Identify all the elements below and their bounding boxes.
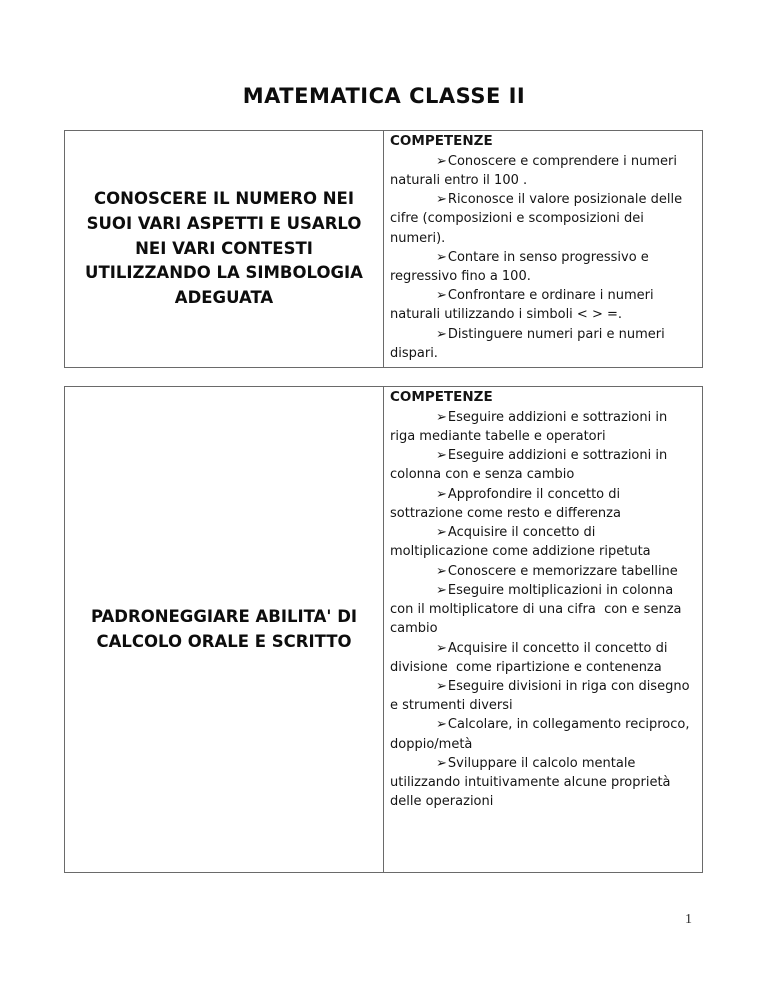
arrow-bullet-icon: ➢ [436, 326, 447, 342]
page-number: 1 [685, 912, 692, 927]
competences-header: COMPETENZE [390, 133, 493, 149]
arrow-bullet-icon: ➢ [436, 249, 447, 265]
competence-item-text: Riconosce il valore posizionale delle cifre (composizioni e scomposizioni dei numeri). [390, 192, 687, 246]
competence-item-text: Calcolare, in collegamento reciproco, doppio/metà [390, 717, 694, 752]
competence-item [390, 485, 696, 523]
competence-item-text: Approfondire il concetto di sottrazione come resto e differenza [390, 486, 625, 521]
competence-item [390, 639, 696, 677]
competence-item-text: Conoscere e memorizzare tabelline [447, 563, 678, 579]
competence-item-text: Acquisire il concetto di moltiplicazione come addizione ripetuta [390, 525, 651, 560]
arrow-bullet-icon: ➢ [436, 486, 447, 502]
competence-item-text: Eseguire moltiplicazioni in colonna con il moltiplicatore di una cifra con e senza cambio [390, 582, 686, 637]
arrow-bullet-icon: ➢ [436, 153, 447, 169]
competence-item [390, 286, 696, 324]
competence-item [390, 152, 696, 190]
competence-item [390, 581, 696, 639]
curriculum-table-numbers [64, 130, 703, 368]
competences-header: COMPETENZE [390, 389, 493, 406]
competence-item-text: Eseguire addizioni e sottrazioni in colonna con e senza cambio [390, 448, 672, 483]
arrow-bullet-icon: ➢ [436, 755, 447, 771]
competence-item [390, 325, 696, 363]
arrow-bullet-icon: ➢ [436, 640, 447, 656]
competence-item [390, 408, 696, 446]
curriculum-table-calculation [64, 386, 703, 873]
arrow-bullet-icon: ➢ [436, 192, 447, 208]
page-title: MATEMATICA CLASSE II [242, 84, 526, 108]
competences-cell [384, 131, 703, 368]
competence-item [390, 190, 696, 248]
competences-cell [384, 387, 703, 873]
competence-item [390, 754, 696, 812]
competence-item-text: Eseguire divisioni in riga con disegno e strumenti diversi [390, 678, 694, 714]
competence-item-text: Confrontare e ordinare i numeri naturali utilizzando i simboli < > =. [390, 288, 658, 323]
arrow-bullet-icon: ➢ [436, 563, 447, 579]
competence-item-text: Eseguire addizioni e sottrazioni in riga mediante tabelle e operatori [390, 409, 672, 444]
arrow-bullet-icon: ➢ [436, 409, 447, 425]
arrow-bullet-icon: ➢ [436, 717, 447, 733]
competence-item-text: Sviluppare il calcolo mentale utilizzando intuitivamente alcune proprietà delle operazioni [390, 755, 675, 810]
competence-item [390, 562, 696, 581]
competence-item [390, 523, 696, 561]
competence-item-text: Distinguere numeri pari e numeri dispari. [390, 326, 669, 361]
objective-cell: CONOSCERE IL NUMERO NEI SUOI VARI ASPETTI E USARLO NEI VARI CONTESTI UTILIZZANDO LA SIMBOLOGIA ADEGUATA [65, 131, 384, 368]
arrow-bullet-icon: ➢ [436, 288, 447, 304]
competence-item-text: Conoscere e comprendere i numeri naturali entro il 100 . [390, 153, 682, 188]
objective-cell: PADRONEGGIARE ABILITA' DI CALCOLO ORALE E SCRITTO [65, 387, 384, 873]
arrow-bullet-icon: ➢ [436, 678, 447, 694]
competence-item-text: Acquisire il concetto il concetto di divisione come ripartizione e contenenza [390, 640, 672, 675]
competence-item [390, 715, 696, 753]
competence-item [390, 677, 696, 715]
arrow-bullet-icon: ➢ [436, 582, 447, 598]
competence-item-text: Contare in senso progressivo e regressivo fino a 100. [390, 249, 653, 284]
arrow-bullet-icon: ➢ [436, 525, 447, 541]
competence-item [390, 446, 696, 484]
competence-item [390, 248, 696, 286]
arrow-bullet-icon: ➢ [436, 448, 447, 464]
